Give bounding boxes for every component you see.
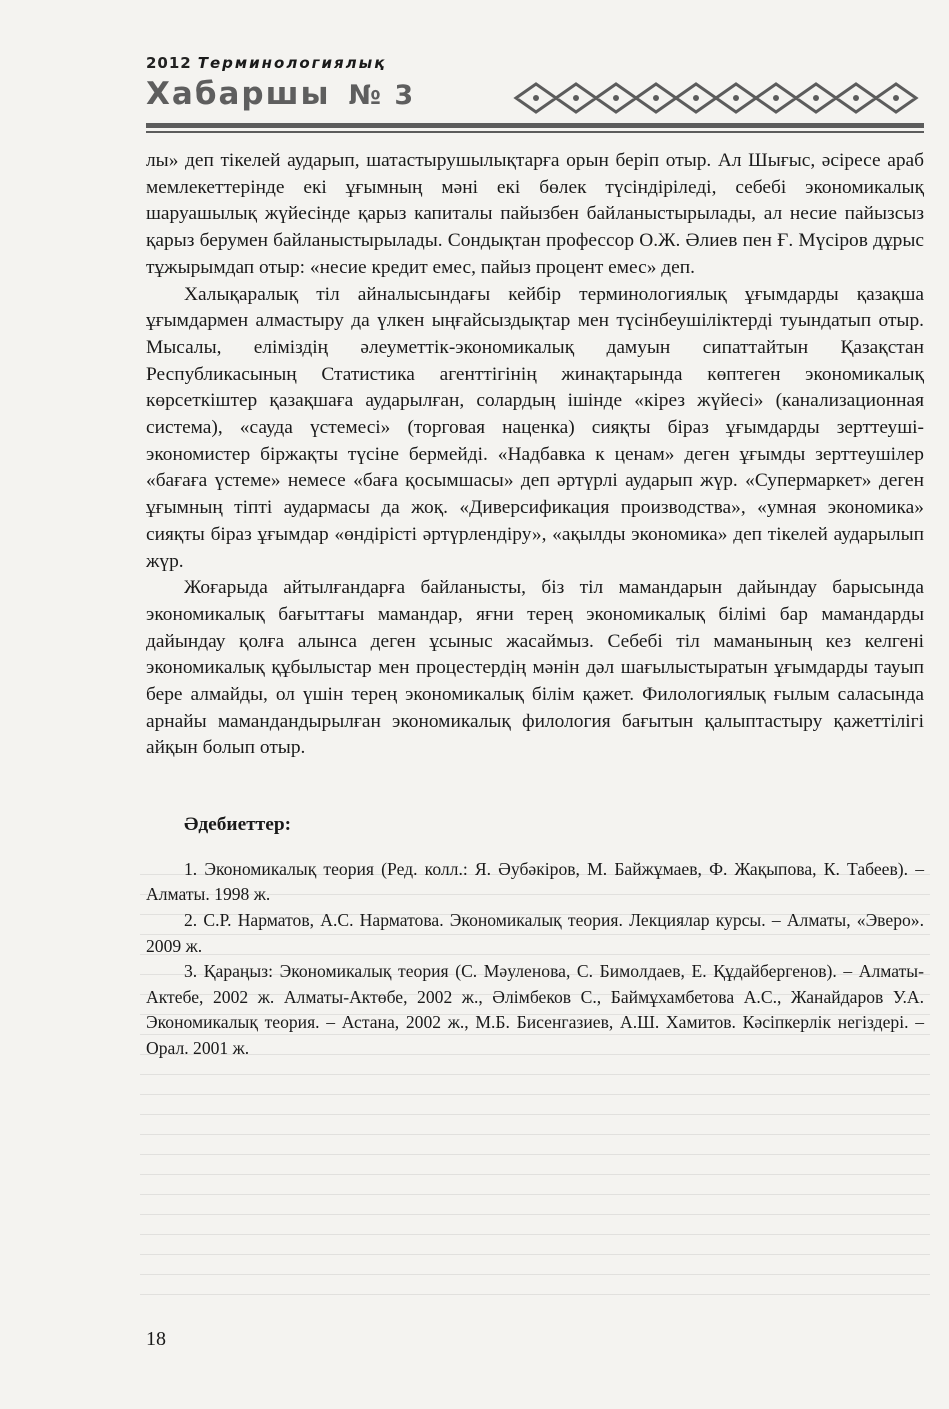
journal-header	[146, 54, 924, 136]
reference-item: 2. С.Р. Нарматов, А.С. Нарматова. Экономикалық теория. Лекциялар курсы. – Алматы, «Эверо». 2009 ж.	[146, 910, 924, 956]
article-body	[146, 148, 924, 1062]
paragraph: Жоғарыда айтылғандарға байланысты, біз тіл мамандарын дайындау барысында экономикалық бағыттағы мамандар, яғни терең экономикалық білімі бар мамандарды дайындау қолға алынса деген ұсыныс жасаймыз. Себебі тіл маманының кез келгені экономикалық құбылыстар мен процестердің мәнін дәл шағылыстыратын ұғымдарды тауып бере алмайды, ол үшін терең экономикалық білім қажет. Филологиялық ғылым саласында арнайы мамандандырылған экономикалық филология бағытын қалыптастыру қажеттілігі айқын болып отыр.	[146, 577, 924, 759]
header-rule-thin	[146, 131, 924, 133]
header-title-line	[146, 76, 415, 112]
header-journal-word: Терминологиялық	[197, 54, 387, 72]
header-year: 2012	[146, 54, 192, 72]
ornament-pattern	[506, 74, 926, 122]
page-number: 18	[146, 1328, 166, 1350]
paragraph: Халықаралық тіл айналысындағы кейбір терминологиялық ұғымдарды қазақша ұғымдармен алмастыру да үлкен ыңғайсыздықтар мен түсінбеушіліктерді туындатып отыр. Мысалы, еліміздің әлеуметтік-экономикалық дамуын сипаттайтын Қазақстан Республикасының Статистика агенттігінің жинақтарында көптеген экономикалық көрсеткіштер қазақшаға аударылған, солардың ішінде «кірез жүйесі» (канализационная система), «сауда үстемесі» (торговая наценка) сияқты біраз ұғымдарды зерттеуші-экономистер біржақты түсіне бермейді. «Надбавка к ценам» деген ұғымды зерттеушілер «бағаға үстеме» немесе «баға қосымшасы» деп әртүрлі аударып жүр. «Супермаркет» деген ұғымның тіпті аудармасы да жоқ. «Диверсификация производства», «умная экономика» сияқты біраз ұғымдар «өндірісті әртүрлендіру», «ақылды экономика» деп тікелей аударылып жүр.	[146, 283, 924, 572]
header-rule-thick	[146, 123, 924, 128]
references-title: Әдебиеттер:	[184, 814, 292, 836]
reference-item: 3. Қараңыз: Экономикалық теория (С. Мәуленова, С. Бимолдаев, Е. Құдайбергенов). – Алматы-Актебе, 2002 ж. Алматы-Актөбе, 2002 ж., Әлімбеков С., Баймұхамбетова А.С., Жанайдаров У.А. Экономикалық теория. – Астана, 2002 ж., М.Б. Бисенгазиев, А.Ш. Хамитов. Кәсіпкерлік негіздері. – Орал. 2001 ж.	[146, 961, 924, 1059]
references-list	[146, 857, 924, 1062]
header-issue: № 3	[348, 80, 416, 111]
paragraph: лы» деп тікелей аударып, шатастырушылықтарға орын беріп отыр. Ал Шығыс, әсіресе араб мемлекеттерінде екі ұғымның мәні екі бөлек түсіндіріледі, себебі экономикалық шаруашылық жүйесінде қарыз капиталы пайызбен байланыстырылады, ал несие пайызсыз қарыз берумен байланыстырылады. Сондықтан профессор О.Ж. Әлиев пен Ғ. Мүсіров дұрыс тұжырымдап отыр: «несие кредит емес, пайыз процент емес» деп.	[146, 150, 924, 278]
reference-item: 1. Экономикалық теория (Ред. колл.: Я. Әубәкіров, М. Байжұмаев, Ф. Жақыпова, К. Табеев). – Алматы. 1998 ж.	[146, 858, 924, 905]
header-subtitle	[146, 54, 386, 72]
header-title: Хабаршы	[146, 76, 331, 112]
